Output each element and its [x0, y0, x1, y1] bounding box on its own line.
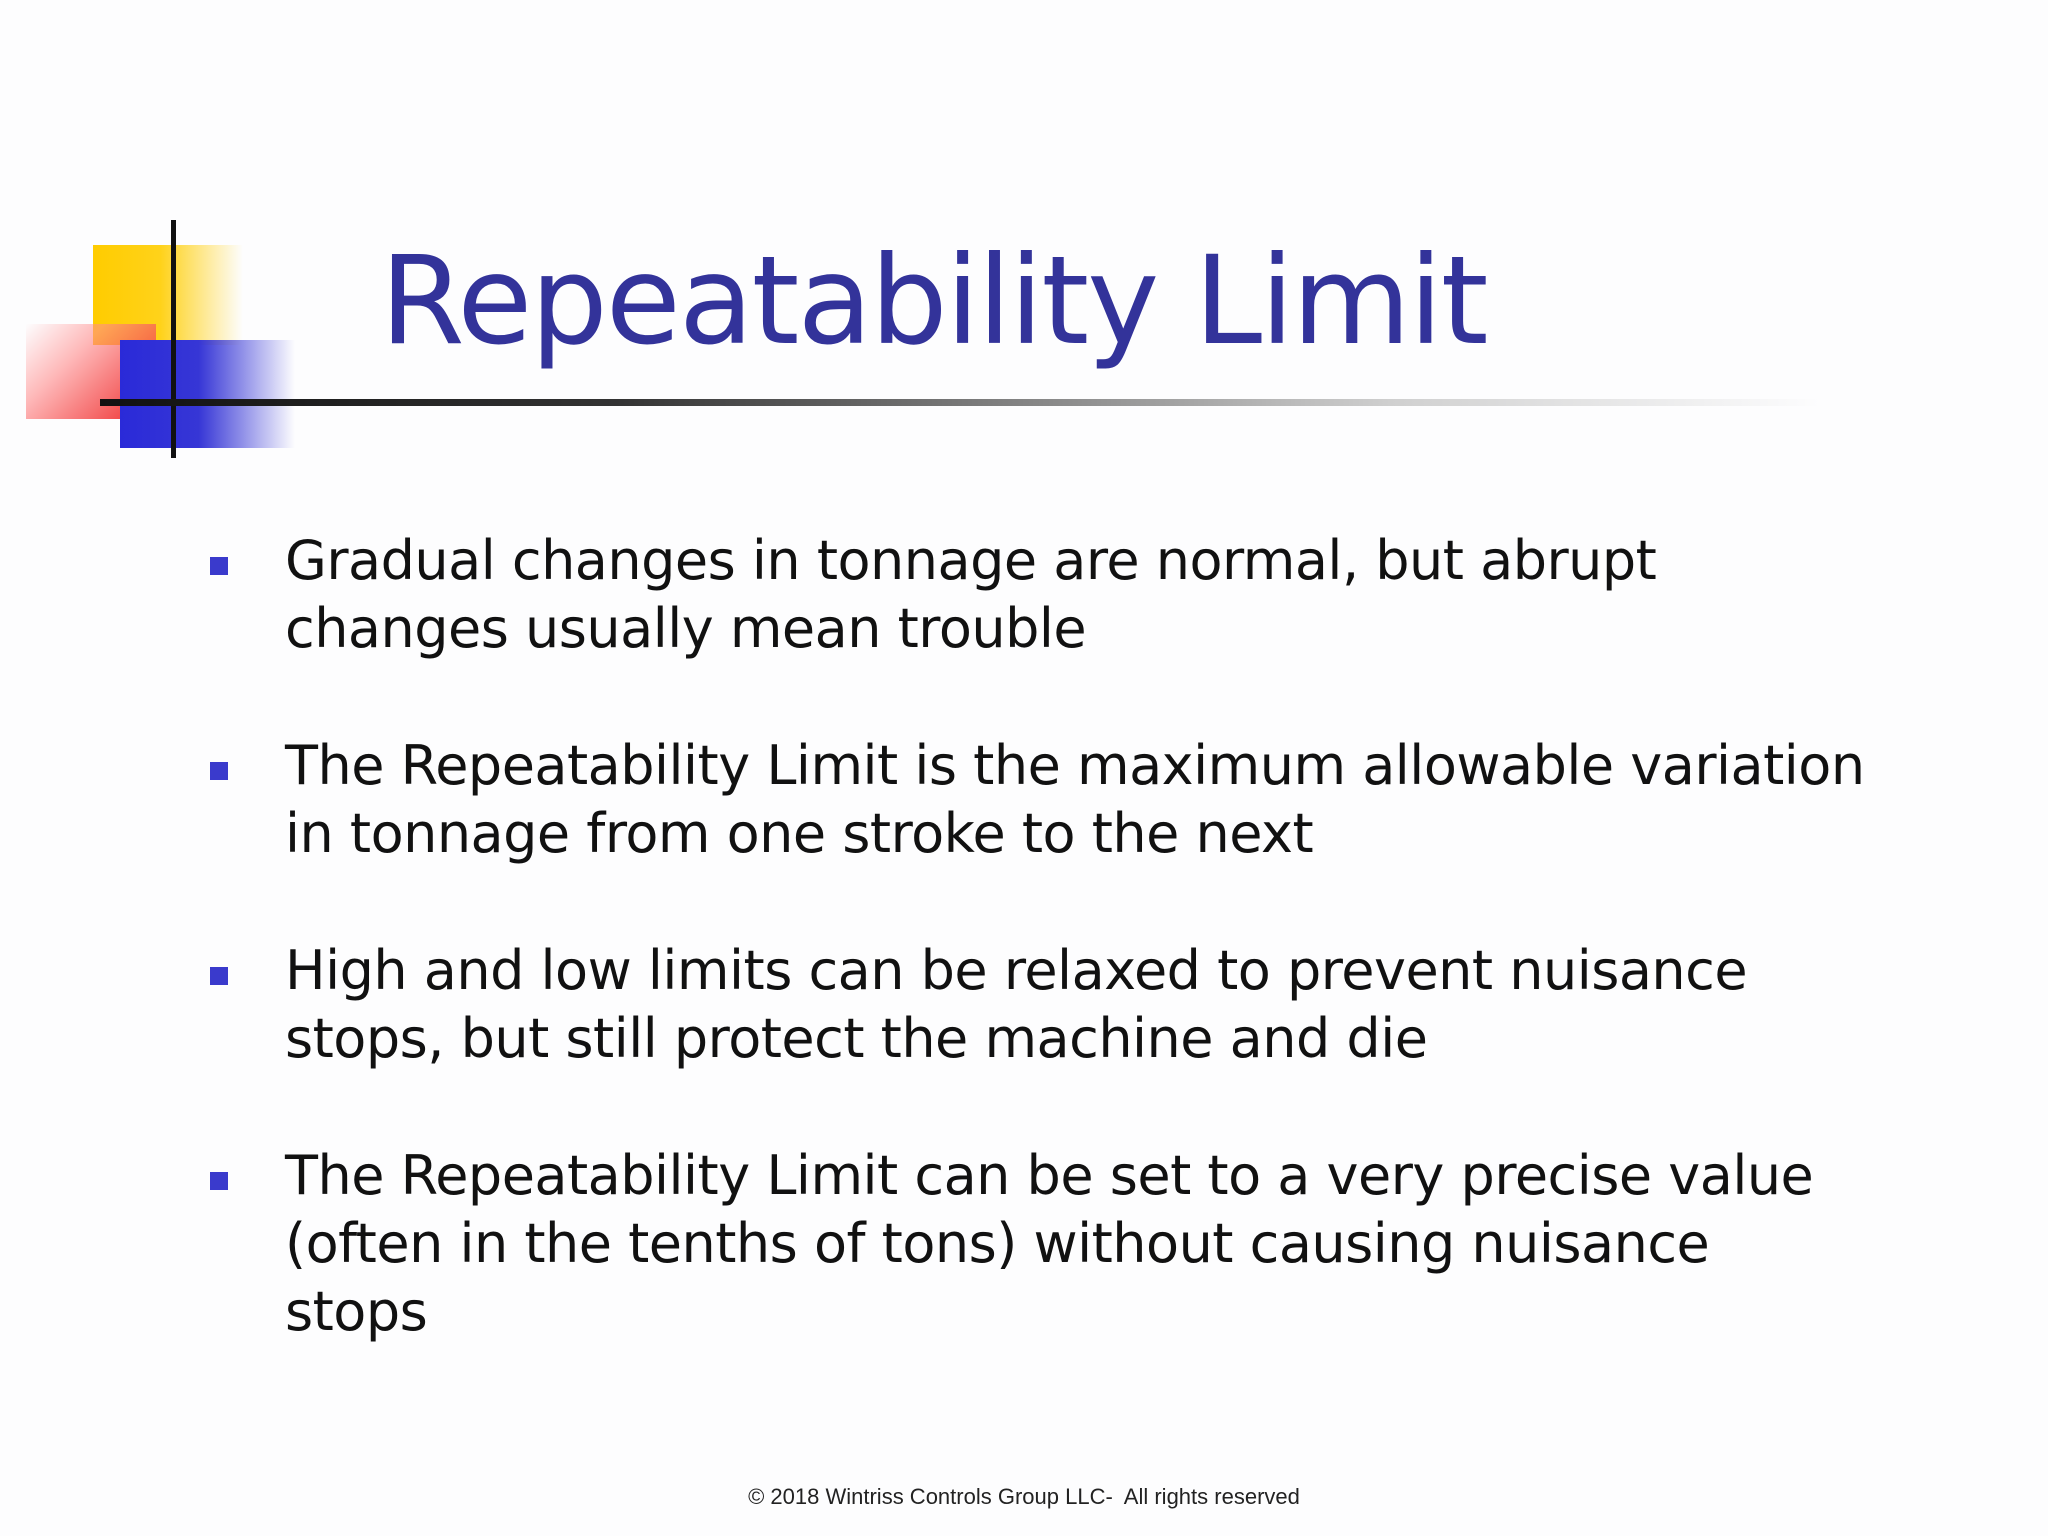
bullet-square-icon	[210, 557, 228, 575]
copyright-footer: © 2018 Wintriss Controls Group LLC- All rights reserved	[748, 1484, 1300, 1509]
logo-vertical-line	[171, 220, 176, 458]
bullet-text: High and low limits can be relaxed to prevent nuisance stops, but still protect the machine and die	[285, 939, 1748, 1070]
decorative-logo	[0, 0, 300, 480]
bullet-square-icon	[210, 1172, 228, 1190]
slide-title: Repeatability Limit	[380, 230, 1487, 372]
bullet-text: Gradual changes in tonnage are normal, but abrupt changes usually mean trouble	[285, 529, 1657, 660]
logo-blue-square	[120, 340, 295, 448]
bullet-square-icon	[210, 762, 228, 780]
title-underline	[100, 399, 1820, 406]
bullet-text: The Repeatability Limit is the maximum allowable variation in tonnage from one stroke to the next	[285, 734, 1865, 865]
bullet-square-icon	[210, 967, 228, 985]
bullet-text: The Repeatability Limit can be set to a very precise value (often in the tenths of tons) without causing nuisance stops	[285, 1144, 1814, 1343]
